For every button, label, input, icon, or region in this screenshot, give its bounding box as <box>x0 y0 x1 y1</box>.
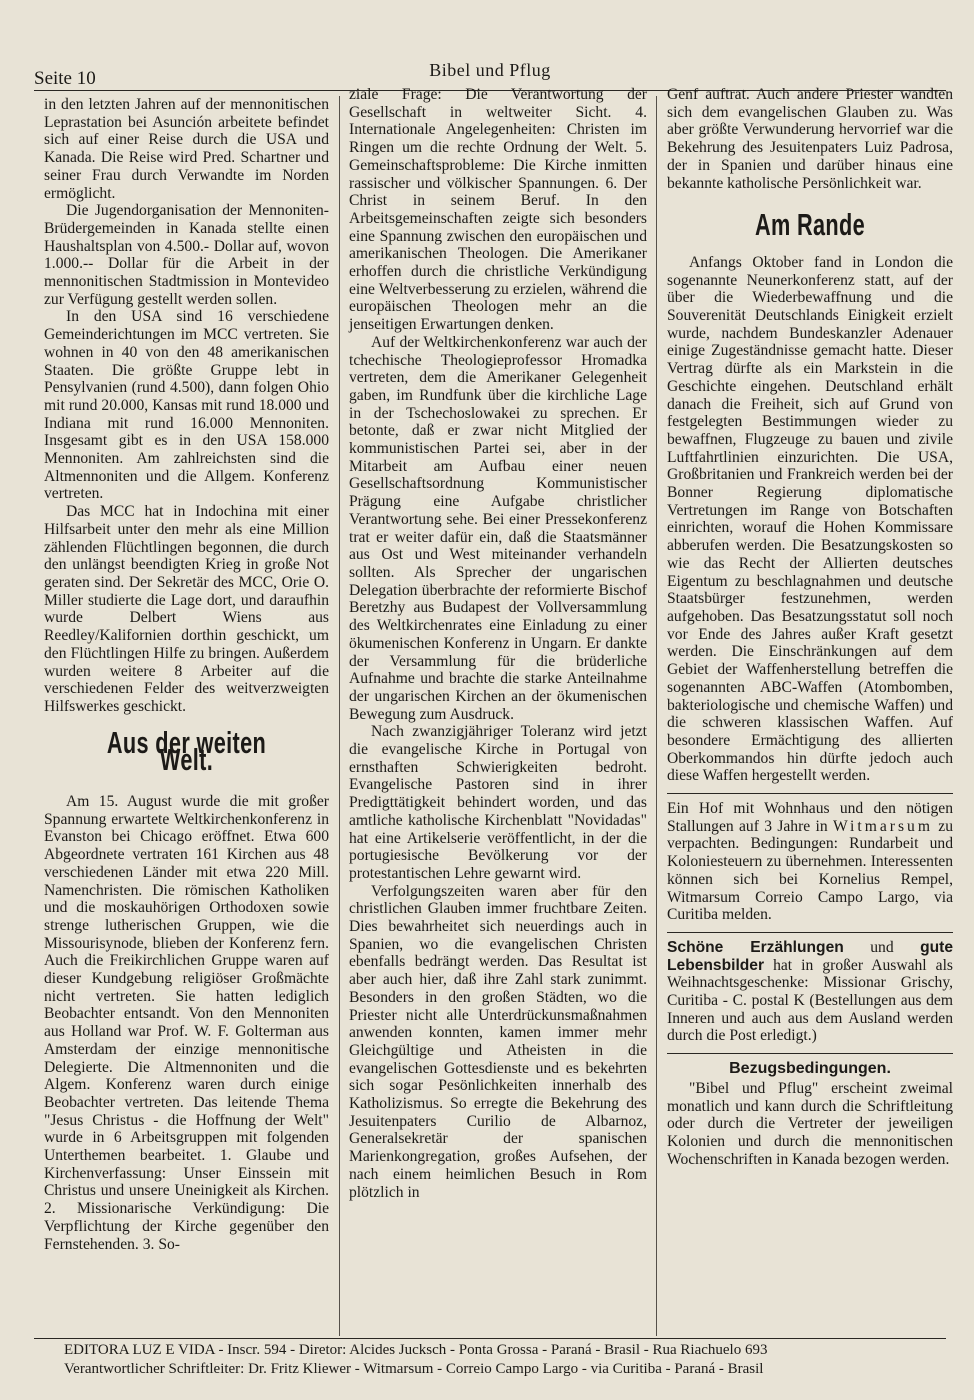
article-portugal: Nach zwanzigjähriger Toleranz wird jetzt die evangelische Kirche in Portugal von ernsthaften Schwierigkeiten bedroht. Evangelische Pastoren sind in ihrer Predigttätigkeit behindert worden, und das amtliche katholische Kirchenblatt "Novidadas" hat eine Artikelserie veröffentlicht, in der die portugiesische Bevölkerung vor der protestantischen Lehre gewarnt wird. <box>349 723 647 882</box>
article-mcc-usa: In den USA sind 16 verschiedene Gemeinderichtungen im MCC vertreten. Sie wohnen in 40 von den 48 amerikanischen Staaten. Die größte Gruppe lebt in Pensylvanien (rund 4.500), dann folgen Ohio mit rund 20.000, Kansas mit rund 18.000 und Indiana mit rund 16.000 Mennoniten. Insgesamt gibt es in den USA 158.000 Mennoniten. Am zahlreichsten sind die Altmennoniten und die Allgem. Konferenz vertreten. <box>44 308 329 503</box>
advert-books: Schöne Erzählungen und gute Lebensbilder hat in großer Auswahl als Weihnachtsgeschenke: Missionar Grischy, Curitiba - C. postal K (Bestellungen aus dem Inneren und auch aus dem Ausland werden durch die Post erledigt.) <box>667 938 953 1045</box>
article-hromadka: Auf der Weltkirchenkonferenz war auch der tchechische Theologieprofessor Hromadka vertreten, dem die Amerikaner Gelegenheit gaben, im Rundfunk über die kirchliche Lage in der Tschechoslowakei zu sprechen. Er betonte, daß er zwar nicht Mitglied der kommunistischen Partei sei, aber in der Mitarbeit am Aufbau einer neuen Gesellschaftsordnung Kommunistischer Prägung eine Aufgabe christlicher Verantwortung sehe. Bei einer Pressekonferenz trat er weiter dafür ein, daß die Staatsmänner aus Ost und West miteinander verhandeln sollten. Als Sprecher der ungarischen Delegation überbrachte der reformierte Bischof Beretzhy aus Budapest der Vollversammlung des Weltkirchenrates eine Einladung zu einer ökumenischen Konferenz in Ungarn. Er dankte der Versammlung für die brüderliche Aufnahme und brachte die starke Anteilnahme der ungarischen Kirchen an der ökumenischen Bewegung zum Ausdruck. <box>349 333 647 723</box>
article-weltkirchenkonferenz-cont: ziale Frage: Die Verantwortung der Gesellschaft in weltweiter Sicht. 4. Internationale Angelegenheiten: Christen im Ringen um die rechte Ordnung der Welt. 5. Gemeinschaftsprobleme: Die Kirche inmitten rassischer und völkischer Spannungen. 6. Der Christ in seinem Beruf. In den Arbeitsgemeinschaften zeigte sich besonders eine Spannung zwischen den europäischen und amerikanischen Theologen. Die Amerikaner erhoffen durch die christliche Verkündigung eine Weltverbesserung zu erzielen, während die europäischen Theologen mehr an die jenseitigen Erwartungen denken. <box>349 86 647 334</box>
article-weltkirchenkonferenz: Am 15. August wurde die mit großer Spannung erwartete Weltkirchenkonferenz in Evanston bei Chicago eröffnet. Etwa 600 Abgeordnete vertraten 161 Kirchen aus 48 verschiedenen Länder mit etwa 220 Mill. Namenchristen. Die römischen Katholiken und die moskauhörigen Orthodoxen sowie strenge lutherischen Gruppen, wie die Missourisynode, blieben der Konferenz fern. Auch die Freikirchlichen Gruppe waren auf dieser Kundgebung religiöser Großmächte nicht vertreten. Sie hatten lediglich Beobachter entsandt. Von den Mennoniten aus Holland war Prof. W. F. Golterman aus Amsterdam der einzige mennonitische Delegierte. Die Altmennoniten und die Algem. Konferenz waren durch einige Beobachter vertreten. Das leitende Thema "Jesus Christus - die Hoffnung der Welt" wurde in 6 Arbeitsgruppen mit folgenden Unterthemen bearbeitet. 1. Glaube und Kirchenverfassung: Unser Einssein mit Christus und unsere Uneinigkeit als Kirchen. 2. Missionarische Verkündigung: Die Verpflichtung der Kirche gegenüber den Fernstehenden. 3. So- <box>44 793 329 1253</box>
separator-rule <box>667 932 953 933</box>
separator-rule <box>667 1053 953 1054</box>
page-header <box>34 58 946 89</box>
footer-imprint-1: EDITORA LUZ E VIDA - Inscr. 594 - Diretor: Alcides Jucksch - Ponta Grossa - Paraná - Brasil - Rua Riachuelo 693 <box>64 1342 768 1358</box>
section-heading-am-rande: Am Rande <box>754 207 866 243</box>
footer-rule <box>34 1338 946 1339</box>
advert-hof: Ein Hof mit Wohnhaus und den nötigen Stallungen auf 3 Jahre in Witmarsum zu verpachten. Bedingungen: Rundarbeit und Koloniesteuern zu übernehmen. Interessenten können sich bei Kornelius Rempel, Witmarsum Correio Campo Largo, via Curitiba melden. <box>667 800 953 924</box>
advert-books-title-2: gute Lebensbilder <box>667 938 953 974</box>
separator-rule <box>667 793 953 794</box>
column-divider-2 <box>656 96 657 1336</box>
section-heading-weite-welt: Aus der weiten Welt. <box>106 724 267 778</box>
article-spanien-cont: Genf auftrat. Auch andere Priester wandten sich dem evangelischen Glauben zu. Was aber größte Verwunderung hervorrief war die Bekehrung des Jesuitenpaters Luiz Padrosa, der in Spanien und darüber hinaus eine bekannte katholische Persönlichkeit war. <box>667 86 953 192</box>
article-jugendorganisation: Die Jugendorganisation der Mennoniten-Brüdergemeinden in Kanada stellte einen Haushaltsplan von 4.500.- Dollar auf, wovon 1.000.-- Dollar für die Arbeit in der mennonitischen Stadtmission in Montevideo zur Verfügung gestellt werden sollen. <box>44 202 329 308</box>
article-leprastation: in den letzten Jahren auf der mennonitischen Leprastation bei Asunción arbeitete befindet sich auf einer Reise durch die USA und Kanada. Die Reise wird Pred. Schartner und seiner Frau durch Verwandte im Norden ermöglicht. <box>44 96 329 202</box>
subscription-text: "Bibel und Pflug" erscheint zweimal monatlich und kann durch die Schriftleitung oder durch die Vertreter der jeweiligen Kolonien und durch die mennonitischen Wochenschriften in Kanada bezogen werden. <box>667 1079 953 1168</box>
article-spanien: Verfolgungszeiten waren aber für den christlichen Glauben immer fruchtbare Zeiten. Dies bewahrheitet sich neuerdings auch in Spanien, wo die evangelischen Christen ebenfalls bedrängt werden. Das Resultat ist aber auch hier, daß ihre Zahl stark zunimmt. Besonders in den großen Städten, wo die Priester nicht alle Unterdrückunsmaßnahmen anwenden konnten, kamen immer mehr Gleichgültige und Atheisten in die evangelischen Gottesdienste und es bekehrten sich sogar Pesönlichkeiten innerhalb des Katholizismus. So erregte die Bekehrung des Jesuitenpaters Curilio de Albarnoz, Generalsekretär der spanischen Marienkongregation, großes Aufsehen, der nach einem heimlichen Besuch in Rom plötzlich in <box>349 882 647 1201</box>
column-2 <box>349 86 647 1201</box>
page-number: Seite 10 <box>34 68 96 89</box>
article-mcc-indochina: Das MCC hat in Indochina mit einer Hilfsarbeit unter den mehr als eine Million zählenden Flüchtlingen begonnen, die durch den unlängst beendigten Krieg in große Not geraten sind. Der Sekretär des MCC, Orie O. Miller studierte die Lage dort, und daraufhin wurde Delbert Wiens aus Reedley/Kalifornien dorthin geschickt, um den Flüchtlingen Hilfe zu bringen. Außerdem wurden weitere 8 Arbeiter auf die verschiedenen Felder des weitverzweigten Hilfswerkes geschickt. <box>44 503 329 715</box>
column-1 <box>44 96 329 1253</box>
footer-imprint-2: Verantwortlicher Schriftleiter: Dr. Fritz Kliewer - Witmarsum - Correio Campo Largo - via Curitiba - Paraná - Brasil <box>64 1361 764 1377</box>
advert-place: Witmarsum <box>832 817 933 835</box>
subscription-heading: Bezugsbedingungen. <box>729 1060 891 1078</box>
column-divider-1 <box>339 96 340 1336</box>
column-3 <box>667 86 953 1168</box>
article-neunerkonferenz: Anfangs Oktober fand in London die sogenannte Neunerkonferenz statt, auf der über die Wiederbewaffnung und die Souverenität Deutschlands Einigkeit erzielt wurde, nachdem Bundeskanzler Adenauer einige Zugeständnisse gemacht hatte. Dieser Vertrag dürfte als ein Markstein in die Geschichte eingehen. Deutschland erhält danach die Freiheit, sich auf Grund von festgelegten Bestimmungen wieder zu bewaffnen, Flugzeuge zu bauen und zivile Luftfahrtlinien einzurichten. Die USA, Großbritanien und Frankreich werden bei der Bonner Regierung diplomatische Vertretungen im Range von Botschaften einrichten, worauf die Hohen Kommissare abberufen werden. Die Besatzungskosten so wie das Recht der Allierten deutsches Eigentum zu beschlagnahmen und deutsche Staatsbürger festzunehmen, werden aufgehoben. Das Besatzungsstatut soll noch vor Ende des Jahres außer Kraft gesetzt werden. Die Einschränkungen auf dem Gebiet der Waffenherstellung betreffen die sogenannten ABC-Waffen (Atombomben, bakteriologische und chemische Waffen) und die schweren klassischen Waffen. Auf besondere Ermächtigung des allierten Oberkommandos hin dürfte jedoch auch diese Waffen hergestellt werden. <box>667 253 953 785</box>
advert-books-title-1: Schöne Erzählungen <box>667 938 844 956</box>
publication-title: Bibel und Pflug <box>429 60 551 80</box>
